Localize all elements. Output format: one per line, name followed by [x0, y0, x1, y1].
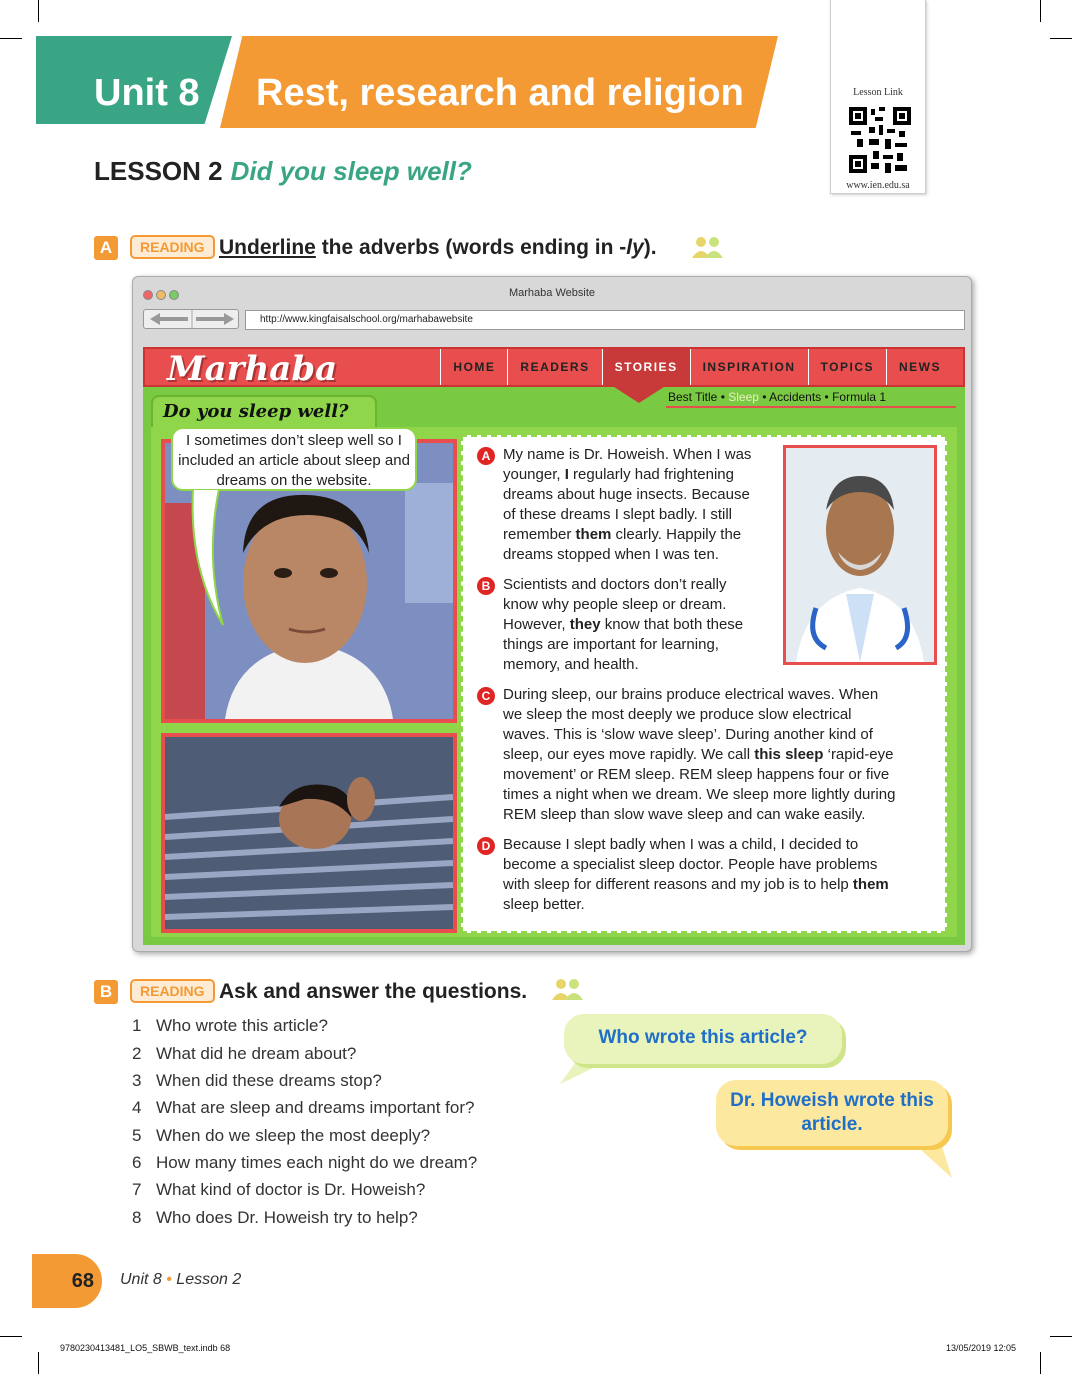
sub-nav — [666, 390, 956, 408]
speech-bubble: I sometimes don’t sleep well so I included an article about sleep and dreams on the website. — [171, 427, 417, 491]
bold-pronoun: I — [564, 466, 569, 483]
article-line: waves. This is ‘slow wave sleep’. During another kind of — [503, 726, 873, 743]
website-content — [143, 347, 965, 945]
q-number: 3 — [132, 1071, 142, 1090]
paragraph-c — [503, 685, 895, 825]
sub-link-formula1[interactable]: Formula 1 — [832, 390, 887, 404]
lesson-number: LESSON 2 — [94, 156, 223, 186]
paragraph-marker-d: D — [477, 837, 495, 855]
lesson-title: Did you sleep well? — [230, 156, 472, 186]
q-text: Who wrote this article? — [156, 1016, 328, 1035]
unit-title: Rest, research and religion — [256, 72, 744, 114]
site-nav — [440, 349, 953, 385]
nav-buttons — [143, 309, 239, 329]
instruction-rest: the adverbs (words ending in - — [315, 236, 627, 259]
nav-home[interactable]: HOME — [440, 349, 507, 385]
q-number: 5 — [132, 1126, 142, 1145]
browser-window — [132, 276, 972, 952]
article-line: During sleep, our brains produce electrical waves. When — [503, 686, 879, 703]
sub-link-best-title[interactable]: Best Title — [668, 390, 718, 404]
article-area — [151, 427, 957, 937]
list-item — [132, 1071, 382, 1091]
q-number: 7 — [132, 1180, 142, 1199]
list-item — [132, 1180, 425, 1200]
section-b-letter: B — [94, 980, 118, 1004]
bold-pronoun: them — [575, 526, 612, 543]
list-item — [132, 1126, 430, 1146]
page-number: 68 — [32, 1254, 102, 1308]
article-line: younger, I regularly had frightening — [503, 466, 734, 483]
q-text: What did he dream about? — [156, 1044, 357, 1063]
sub-sep: • — [821, 390, 833, 404]
article-line: with sleep for different reasons and my job is to help them — [503, 876, 889, 893]
q-text: What are sleep and dreams important for? — [156, 1098, 475, 1117]
sub-link-sleep[interactable]: Sleep — [728, 390, 759, 404]
bold-pronoun: them — [852, 876, 889, 893]
q-number: 8 — [132, 1208, 142, 1227]
q-text: When do we sleep the most deeply? — [156, 1126, 431, 1145]
article-line: My name is Dr. Howeish. When I was — [503, 446, 752, 463]
paragraph-marker-b: B — [477, 577, 495, 595]
list-item — [132, 1016, 328, 1036]
article-line: However, they know that both these — [503, 616, 744, 633]
article-line: times a night when we dream. We sleep more lightly during — [503, 786, 896, 803]
paragraph-b — [503, 575, 743, 675]
article-line: of these dreams I slept badly. I still — [503, 506, 732, 523]
footer-lesson: Lesson 2 — [176, 1271, 242, 1288]
bold-pronoun: they — [569, 616, 601, 633]
sub-link-accidents[interactable]: Accidents — [769, 390, 822, 404]
active-tab-pointer — [611, 385, 667, 403]
list-item — [132, 1098, 474, 1118]
lesson-heading — [94, 156, 472, 187]
answer-speech-bubble: Dr. Howeish wrote this article. — [716, 1080, 948, 1146]
print-file-info: 9780230413481_LO5_SBWB_text.indb 68 — [60, 1343, 231, 1353]
bold-pronoun: this sleep — [754, 746, 824, 763]
article-line: dreams about huge insects. Because — [503, 486, 750, 503]
nav-topics[interactable]: TOPICS — [808, 349, 886, 385]
pair-work-icon — [690, 236, 726, 258]
question-speech-bubble: Who wrote this article? — [564, 1014, 842, 1064]
browser-title: Marhaba Website — [508, 287, 595, 299]
address-bar[interactable]: http://www.kingfaisalschool.org/marhabawebsite — [245, 310, 965, 330]
q-number: 1 — [132, 1016, 142, 1035]
nav-stories[interactable]: STORIES — [602, 349, 690, 385]
nav-readers[interactable]: READERS — [507, 349, 601, 385]
list-item — [132, 1208, 418, 1228]
site-header — [143, 347, 965, 387]
instruction-end: ). — [643, 236, 657, 259]
pair-work-icon — [550, 978, 586, 1000]
footer-unit: Unit 8 — [120, 1271, 162, 1288]
article-line: become a specialist sleep doctor. People have problems — [503, 856, 878, 873]
q-text: When did these dreams stop? — [156, 1071, 382, 1090]
q-number: 4 — [132, 1098, 142, 1117]
instruction-ly: ly — [626, 236, 644, 259]
nav-inspiration[interactable]: INSPIRATION — [690, 349, 808, 385]
article-line: remember them clearly. Happily the — [503, 526, 742, 543]
section-b-reading-tag: READING — [130, 979, 215, 1003]
q-text: Who does Dr. Howeish try to help? — [156, 1208, 418, 1227]
site-logo[interactable]: Marhaba — [167, 349, 338, 389]
doctor-photo — [783, 445, 937, 665]
footer-sep: • — [161, 1271, 177, 1288]
paragraph-marker-a: A — [477, 447, 495, 465]
section-a-letter: A — [94, 236, 118, 260]
qr-code-icon[interactable] — [849, 106, 911, 174]
q-number: 2 — [132, 1044, 142, 1063]
unit-label: Unit 8 — [94, 72, 200, 114]
q-text: How many times each night do we dream? — [156, 1153, 478, 1172]
page-heading: Do you sleep well? — [151, 395, 377, 429]
article-line: REM sleep than slow wave sleep and can wake easily. — [503, 806, 866, 823]
article-line: things are important for learning, — [503, 636, 719, 653]
article-line: Because I slept badly when I was a child, I decided to — [503, 836, 859, 853]
lesson-link-label: Lesson Link — [853, 87, 903, 98]
list-item — [132, 1044, 356, 1064]
nav-news[interactable]: NEWS — [886, 349, 953, 385]
print-date-info: 13/05/2019 12:05 — [946, 1343, 1017, 1353]
article-text-box — [461, 435, 947, 933]
forward-arrow-icon[interactable] — [196, 313, 234, 325]
article-line: memory, and health. — [503, 656, 639, 673]
article-line: movement’ or REM sleep. REM sleep happens four or five — [503, 766, 890, 783]
article-line: we sleep the most deeply we produce slow electrical — [503, 706, 852, 723]
section-b-instruction: Ask and answer the questions. — [219, 980, 528, 1003]
section-a-reading-tag: READING — [130, 235, 215, 259]
article-line: sleep, our eyes move rapidly. We call this sleep ‘rapid-eye — [503, 746, 894, 763]
sub-sep: • — [717, 390, 729, 404]
instruction-underline-word: Underline — [219, 236, 316, 259]
sub-sep: • — [758, 390, 770, 404]
paragraph-d — [503, 835, 889, 915]
paragraph-a — [503, 445, 751, 565]
lesson-link-url[interactable]: www.ien.edu.sa — [846, 180, 910, 191]
footer-unit-lesson — [120, 1271, 241, 1289]
bubble-tail — [900, 1140, 960, 1180]
back-arrow-icon[interactable] — [150, 313, 188, 325]
article-line: dreams stopped when I was ten. — [503, 546, 719, 563]
lesson-link-box[interactable] — [830, 0, 926, 194]
article-line: Scientists and doctors don’t really — [503, 576, 727, 593]
paragraph-marker-c: C — [477, 687, 495, 705]
section-a-instruction — [219, 236, 657, 260]
speech-tail — [189, 489, 239, 629]
article-line: sleep better. — [503, 896, 585, 913]
sleeping-boy-photo — [161, 733, 457, 933]
article-line: know why people sleep or dream. — [503, 596, 727, 613]
list-item — [132, 1153, 477, 1173]
q-text: What kind of doctor is Dr. Howeish? — [156, 1180, 426, 1199]
q-number: 6 — [132, 1153, 142, 1172]
